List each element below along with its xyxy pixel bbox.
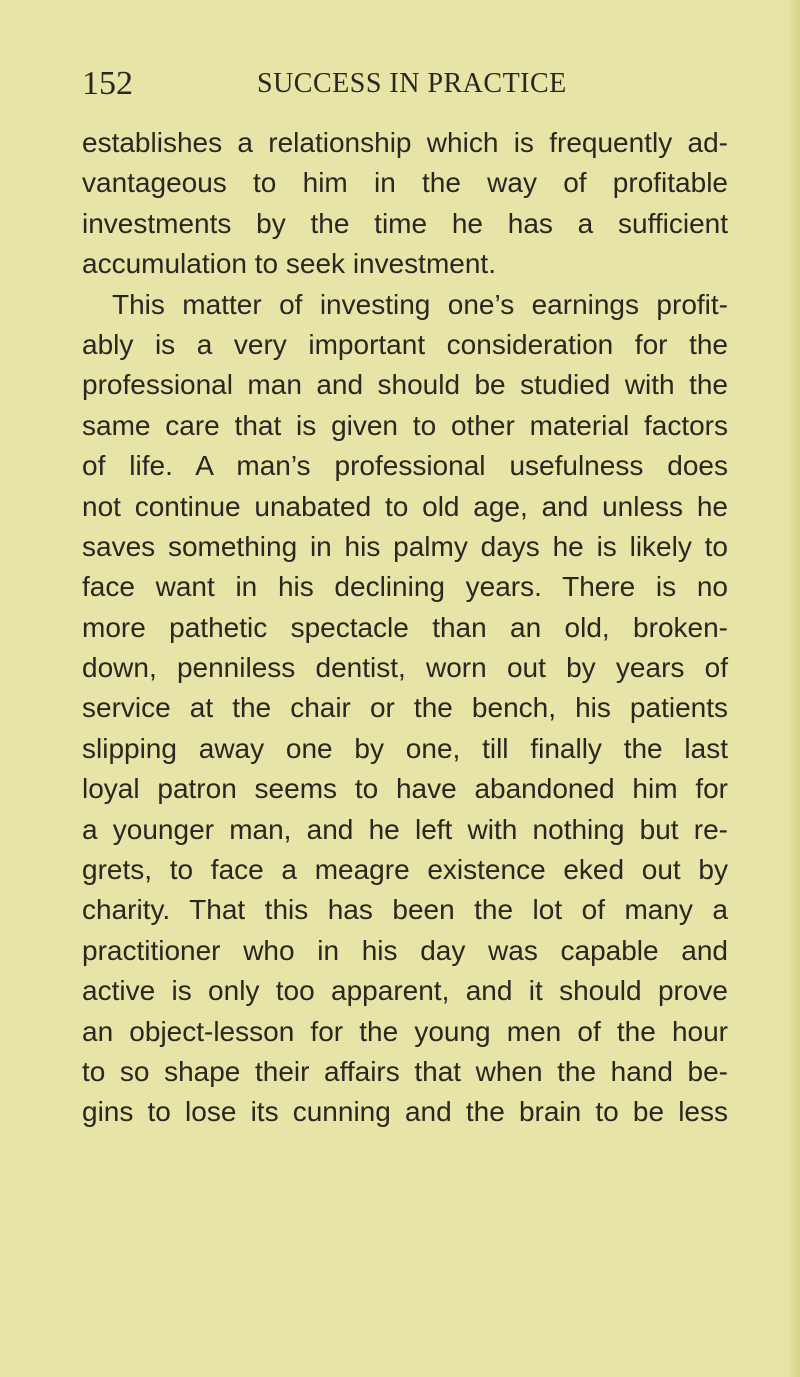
text-line: not continue unabated to old age, and unless he: [82, 490, 728, 522]
text-line: service at the chair or the bench, his patients: [82, 692, 728, 724]
text-line: This matter of investing one’s earnings profit-: [112, 288, 728, 320]
text-line: active is only too apparent, and it should prove: [82, 975, 728, 1007]
text-line: to so shape their affairs that when the hand be-: [82, 1055, 728, 1087]
text-line: a younger man, and he left with nothing but re-: [82, 813, 728, 845]
text-line: more pathetic spectacle than an old, broken-: [82, 611, 728, 643]
text-line: charity. That this has been the lot of many a: [82, 894, 728, 926]
text-line: practitioner who in his day was capable and: [82, 934, 728, 966]
text-line: establishes a relationship which is frequently ad-: [82, 127, 728, 158]
text-line: down, penniless dentist, worn out by years of: [82, 652, 728, 684]
text-line: an object-lesson for the young men of the hour: [82, 1015, 728, 1047]
text-line: accumulation to seek investment.: [82, 248, 496, 280]
text-line: of life. A man’s professional usefulness does: [82, 450, 728, 482]
text-line: slipping away one by one, till finally the last: [82, 732, 728, 764]
text-line: ably is a very important consideration for the: [82, 328, 728, 360]
text-line: investments by the time he has a sufficient: [82, 207, 728, 239]
page-header: [82, 60, 722, 104]
text-line: same care that is given to other material factors: [82, 409, 728, 441]
text-line: saves something in his palmy days he is likely to: [82, 530, 728, 562]
text-line: grets, to face a meagre existence eked out by: [82, 854, 728, 886]
text-line: gins to lose its cunning and the brain to be less: [82, 1096, 728, 1128]
page-number: 152: [82, 65, 133, 102]
text-line: loyal patron seems to have abandoned him for: [82, 773, 728, 805]
body-text: [82, 123, 728, 1133]
text-line: vantageous to him in the way of profitable: [82, 167, 728, 199]
text-line: face want in his declining years. There is no: [82, 571, 728, 603]
text-line: professional man and should be studied with the: [82, 369, 728, 401]
page-edge: [790, 0, 800, 1377]
running-head: SUCCESS IN PRACTICE: [257, 68, 567, 99]
